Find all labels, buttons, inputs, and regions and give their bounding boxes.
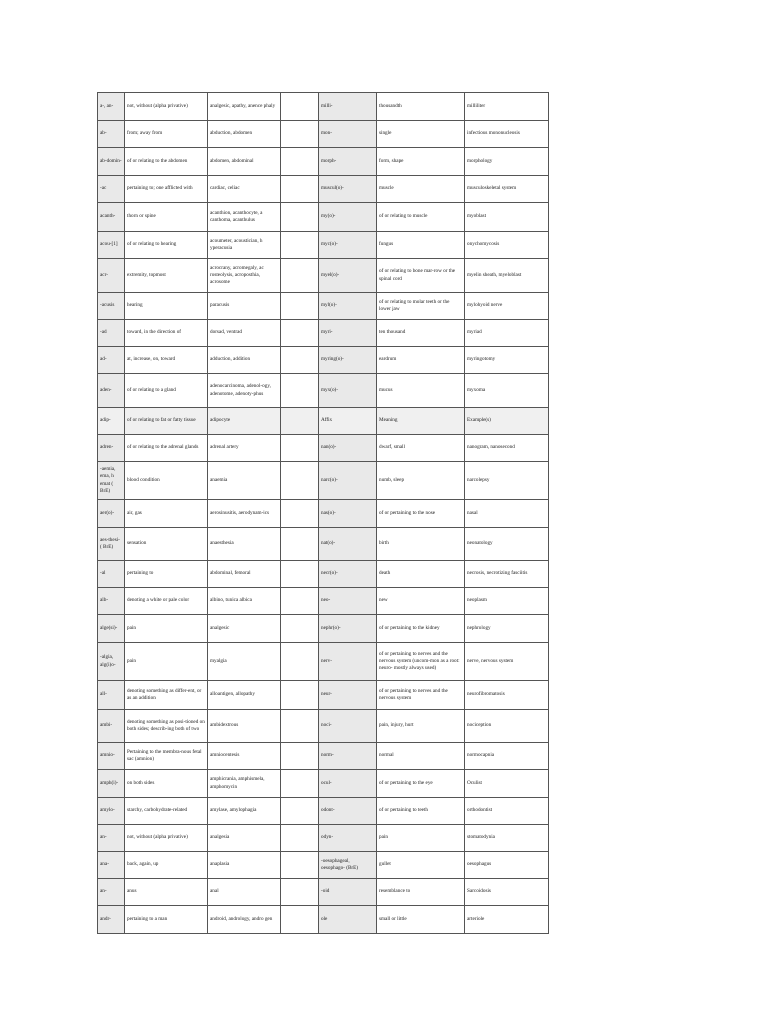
table-row	[98, 798, 549, 825]
meaning-cell: denoting something as differ-ent, or as an addition	[125, 681, 208, 710]
meaning-cell: normal	[377, 743, 465, 770]
meaning-cell: form, shape	[377, 148, 465, 176]
affix-cell: aer(o)-	[98, 500, 125, 528]
meaning-cell: anus	[125, 879, 208, 906]
affix-cell: mon-	[319, 121, 377, 148]
affix-cell: -algia, alg(i)o-	[98, 643, 125, 681]
meaning-cell: of or relating to fat or fatty tissue	[125, 408, 208, 435]
meaning-cell: pain	[377, 825, 465, 852]
spacer-cell	[281, 148, 319, 176]
example-cell: orthodontist	[465, 798, 549, 825]
affix-cell: amnio-	[98, 743, 125, 770]
affix-cell: andr-	[98, 906, 125, 934]
affix-cell: ambi-	[98, 710, 125, 743]
table-row	[98, 852, 549, 879]
meaning-cell: resemblance to	[377, 879, 465, 906]
meaning-cell: from; away from	[125, 121, 208, 148]
example-cell: adipocyte	[208, 408, 281, 435]
example-cell: ambidextrous	[208, 710, 281, 743]
meaning-cell: pertaining to a man	[125, 906, 208, 934]
table-row	[98, 681, 549, 710]
example-cell: cardiac, celiac	[208, 176, 281, 203]
spacer-cell	[281, 293, 319, 320]
meaning-cell: hearing	[125, 293, 208, 320]
affix-cell: myl(o)-	[319, 293, 377, 320]
meaning-cell: on both sides	[125, 770, 208, 798]
spacer-cell	[281, 408, 319, 435]
meaning-cell: single	[377, 121, 465, 148]
example-cell: neurofibromatosis	[465, 681, 549, 710]
meaning-cell: of or pertaining to nerves and the nervous system	[377, 681, 465, 710]
affix-cell: -oid	[319, 879, 377, 906]
meaning-cell: ten thousand	[377, 320, 465, 347]
example-cell: Example(s)	[465, 408, 549, 435]
meaning-cell: small or little	[377, 906, 465, 934]
example-cell: infectious mononucleosis	[465, 121, 549, 148]
affix-cell: myx(o)-	[319, 374, 377, 408]
example-cell: normocapnia	[465, 743, 549, 770]
affix-cell: a-, an-	[98, 93, 125, 121]
example-cell: abdomen, abdominal	[208, 148, 281, 176]
spacer-cell	[281, 743, 319, 770]
meaning-cell: Meaning	[377, 408, 465, 435]
meaning-cell: thorn or spine	[125, 203, 208, 232]
example-cell: paracusis	[208, 293, 281, 320]
spacer-cell	[281, 93, 319, 121]
example-cell: anal	[208, 879, 281, 906]
example-cell: alloantigen, allopathy	[208, 681, 281, 710]
example-cell: mylohyoid nerve	[465, 293, 549, 320]
example-cell: amniocentesis	[208, 743, 281, 770]
spacer-cell	[281, 232, 319, 259]
example-cell: dorsad, ventrad	[208, 320, 281, 347]
meaning-cell: pertaining to; one afflicted with	[125, 176, 208, 203]
table-row	[98, 203, 549, 232]
meaning-cell: of or relating to molar teeth or the lower jaw	[377, 293, 465, 320]
meaning-cell: starchy, carbohydrate-related	[125, 798, 208, 825]
affix-cell: an-	[98, 825, 125, 852]
example-cell: analgesia	[208, 825, 281, 852]
meaning-cell: air, gas	[125, 500, 208, 528]
meaning-cell: gullet	[377, 852, 465, 879]
table-row	[98, 259, 549, 293]
example-cell: myoblast	[465, 203, 549, 232]
example-cell: myelin sheath, myeloblast	[465, 259, 549, 293]
example-cell: acoumeter, acoustician, h yperacusia	[208, 232, 281, 259]
affix-cell: acanth-	[98, 203, 125, 232]
example-cell: albino, tunica albica	[208, 588, 281, 615]
affix-cell: noci-	[319, 710, 377, 743]
affix-cell: narc(o)-	[319, 462, 377, 500]
example-cell: amylase, amylophagia	[208, 798, 281, 825]
affix-cell: nerv-	[319, 643, 377, 681]
example-cell: anaplasia	[208, 852, 281, 879]
spacer-cell	[281, 615, 319, 643]
meaning-cell: pain	[125, 643, 208, 681]
meaning-cell: of or pertaining to nerves and the nervous system (uncom-mon as a root: neuro- mostly always used)	[377, 643, 465, 681]
meaning-cell: of or pertaining to the kidney	[377, 615, 465, 643]
example-cell: Oculist	[465, 770, 549, 798]
example-cell: arteriole	[465, 906, 549, 934]
affix-cell: myri-	[319, 320, 377, 347]
table-row	[98, 561, 549, 588]
affix-cell: amylo-	[98, 798, 125, 825]
affix-cell: odont-	[319, 798, 377, 825]
spacer-cell	[281, 798, 319, 825]
affix-cell: norm-	[319, 743, 377, 770]
affix-cell: -al	[98, 561, 125, 588]
affix-table-body	[98, 93, 549, 934]
table-row	[98, 293, 549, 320]
affix-cell: ad-	[98, 347, 125, 374]
example-cell: adenocarcinoma, adenol-ogy, adenotome, adenoty-phus	[208, 374, 281, 408]
example-cell: myalgia	[208, 643, 281, 681]
meaning-cell: denoting something as posi-tioned on both sides; describ-ing both of two	[125, 710, 208, 743]
affix-cell: necr(o)-	[319, 561, 377, 588]
table-row	[98, 906, 549, 934]
meaning-cell: new	[377, 588, 465, 615]
meaning-cell: dwarf, small	[377, 435, 465, 462]
spacer-cell	[281, 176, 319, 203]
example-cell: morphology	[465, 148, 549, 176]
example-cell: anaemia	[208, 462, 281, 500]
example-cell: nociception	[465, 710, 549, 743]
meaning-cell: of or pertaining to the nose	[377, 500, 465, 528]
example-cell: amphicrania, amphismela, amphomycin	[208, 770, 281, 798]
spacer-cell	[281, 320, 319, 347]
meaning-cell: blood condition	[125, 462, 208, 500]
table-row	[98, 500, 549, 528]
affix-cell: ab-domin-	[98, 148, 125, 176]
affix-cell: alge(si)-	[98, 615, 125, 643]
example-cell: oesophagus	[465, 852, 549, 879]
meaning-cell: of or relating to the adrenal glands	[125, 435, 208, 462]
meaning-cell: of or relating to muscle	[377, 203, 465, 232]
table-row	[98, 176, 549, 203]
spacer-cell	[281, 121, 319, 148]
example-cell: stomatodynia	[465, 825, 549, 852]
meaning-cell: not, without (alpha privative)	[125, 825, 208, 852]
example-cell: android, andrology, andro gen	[208, 906, 281, 934]
meaning-cell: of or relating to the abdomen	[125, 148, 208, 176]
meaning-cell: sensation	[125, 528, 208, 561]
table-row	[98, 93, 549, 121]
affix-cell: Affix	[319, 408, 377, 435]
spacer-cell	[281, 203, 319, 232]
spacer-cell	[281, 681, 319, 710]
meaning-cell: death	[377, 561, 465, 588]
affix-cell: neur-	[319, 681, 377, 710]
table-row	[98, 825, 549, 852]
spacer-cell	[281, 879, 319, 906]
example-cell: nerve, nervous system	[465, 643, 549, 681]
affix-cell: myc(o)-	[319, 232, 377, 259]
table-row	[98, 588, 549, 615]
meaning-cell: pertaining to	[125, 561, 208, 588]
example-cell: nephrology	[465, 615, 549, 643]
meaning-cell: of or pertaining to teeth	[377, 798, 465, 825]
table-row	[98, 121, 549, 148]
meaning-cell: at, increase, on, toward	[125, 347, 208, 374]
example-cell: myringotomy	[465, 347, 549, 374]
example-cell: neonatology	[465, 528, 549, 561]
meaning-cell: eardrum	[377, 347, 465, 374]
affix-cell: ab-	[98, 121, 125, 148]
table-row	[98, 710, 549, 743]
spacer-cell	[281, 643, 319, 681]
affix-cell: nan(o)-	[319, 435, 377, 462]
affix-cell: -ac	[98, 176, 125, 203]
affix-cell: acr-	[98, 259, 125, 293]
spacer-cell	[281, 374, 319, 408]
affix-cell: -aemia, ema, h emat ( BrE)	[98, 462, 125, 500]
spacer-cell	[281, 588, 319, 615]
meaning-cell: back, again, up	[125, 852, 208, 879]
affix-cell: -acusis	[98, 293, 125, 320]
spacer-cell	[281, 259, 319, 293]
table-row	[98, 408, 549, 435]
spacer-cell	[281, 852, 319, 879]
affix-cell: amph(i)-	[98, 770, 125, 798]
meaning-cell: muscle	[377, 176, 465, 203]
example-cell: acanthion, acanthocyte, a canthoma, acanthulus	[208, 203, 281, 232]
example-cell: abdominal, femoral	[208, 561, 281, 588]
meaning-cell: extremity, topmost	[125, 259, 208, 293]
affix-cell: alb-	[98, 588, 125, 615]
table-row	[98, 320, 549, 347]
example-cell: nanogram, nanosecond	[465, 435, 549, 462]
affix-cell: ole	[319, 906, 377, 934]
spacer-cell	[281, 770, 319, 798]
table-row	[98, 770, 549, 798]
example-cell: myriad	[465, 320, 549, 347]
example-cell: myxoma	[465, 374, 549, 408]
table-row	[98, 232, 549, 259]
example-cell: narcolepsy	[465, 462, 549, 500]
affix-cell: adip-	[98, 408, 125, 435]
affix-cell: ana-	[98, 852, 125, 879]
table-row	[98, 374, 549, 408]
spacer-cell	[281, 347, 319, 374]
meaning-cell: numb, sleep	[377, 462, 465, 500]
affix-cell: all-	[98, 681, 125, 710]
affix-cell: nat(o)-	[319, 528, 377, 561]
example-cell: adduction, addition	[208, 347, 281, 374]
meaning-cell: mucus	[377, 374, 465, 408]
meaning-cell: not, without (alpha privative)	[125, 93, 208, 121]
example-cell: aerosinusitis, aerodynam-ics	[208, 500, 281, 528]
affix-cell: my(o)-	[319, 203, 377, 232]
affix-cell: adren-	[98, 435, 125, 462]
example-cell: adrenal artery	[208, 435, 281, 462]
affix-cell: odyn-	[319, 825, 377, 852]
table-row	[98, 347, 549, 374]
meaning-cell: pain, injury, hurt	[377, 710, 465, 743]
meaning-cell: of or relating to a gland	[125, 374, 208, 408]
spacer-cell	[281, 906, 319, 934]
meaning-cell: of or relating to bone mar-row or the spinal cord	[377, 259, 465, 293]
spacer-cell	[281, 825, 319, 852]
example-cell: nasal	[465, 500, 549, 528]
table-row	[98, 435, 549, 462]
affix-cell: nephr(o)-	[319, 615, 377, 643]
example-cell: analgesic, apathy, anence phaly	[208, 93, 281, 121]
affix-table	[97, 92, 549, 934]
table-row	[98, 462, 549, 500]
affix-cell: aden-	[98, 374, 125, 408]
affix-cell: neo-	[319, 588, 377, 615]
table-row	[98, 743, 549, 770]
affix-cell: muscul(o)-	[319, 176, 377, 203]
affix-cell: -oesophageal, oesophago- (BrE)	[319, 852, 377, 879]
example-cell: milliliter	[465, 93, 549, 121]
table-row	[98, 148, 549, 176]
affix-cell: an-	[98, 879, 125, 906]
example-cell: abduction, abdomen	[208, 121, 281, 148]
example-cell: necrosis, necrotizing fasciitis	[465, 561, 549, 588]
spacer-cell	[281, 435, 319, 462]
affix-cell: aes-thesi- ( BrE)	[98, 528, 125, 561]
affix-cell: nas(o)-	[319, 500, 377, 528]
affix-cell: morph-	[319, 148, 377, 176]
affix-cell: -ad	[98, 320, 125, 347]
affix-cell: myel(o)-	[319, 259, 377, 293]
meaning-cell: denoting a white or pale color	[125, 588, 208, 615]
spacer-cell	[281, 462, 319, 500]
meaning-cell: toward, in the direction of	[125, 320, 208, 347]
example-cell: acrocrany, acromegaly, ac rosteolysis, acroposthia, acrosome	[208, 259, 281, 293]
meaning-cell: of or pertaining to the eye	[377, 770, 465, 798]
example-cell: musculoskeletal system	[465, 176, 549, 203]
spacer-cell	[281, 561, 319, 588]
spacer-cell	[281, 500, 319, 528]
spacer-cell	[281, 528, 319, 561]
example-cell: analgesic	[208, 615, 281, 643]
table-row	[98, 643, 549, 681]
meaning-cell: of or relating to hearing	[125, 232, 208, 259]
affix-cell: milli-	[319, 93, 377, 121]
meaning-cell: birth	[377, 528, 465, 561]
meaning-cell: fungus	[377, 232, 465, 259]
spacer-cell	[281, 710, 319, 743]
example-cell: neoplasm	[465, 588, 549, 615]
table-row	[98, 528, 549, 561]
table-row	[98, 879, 549, 906]
example-cell: Sarcoidosis	[465, 879, 549, 906]
affix-cell: myring(o)-	[319, 347, 377, 374]
meaning-cell: pain	[125, 615, 208, 643]
table-row	[98, 615, 549, 643]
example-cell: onychomycosis	[465, 232, 549, 259]
meaning-cell: thousandth	[377, 93, 465, 121]
meaning-cell: Pertaining to the membra-nous fetal sac (amnion)	[125, 743, 208, 770]
affix-cell: ocul-	[319, 770, 377, 798]
example-cell: anaesthesia	[208, 528, 281, 561]
affix-cell: acou-[1]	[98, 232, 125, 259]
